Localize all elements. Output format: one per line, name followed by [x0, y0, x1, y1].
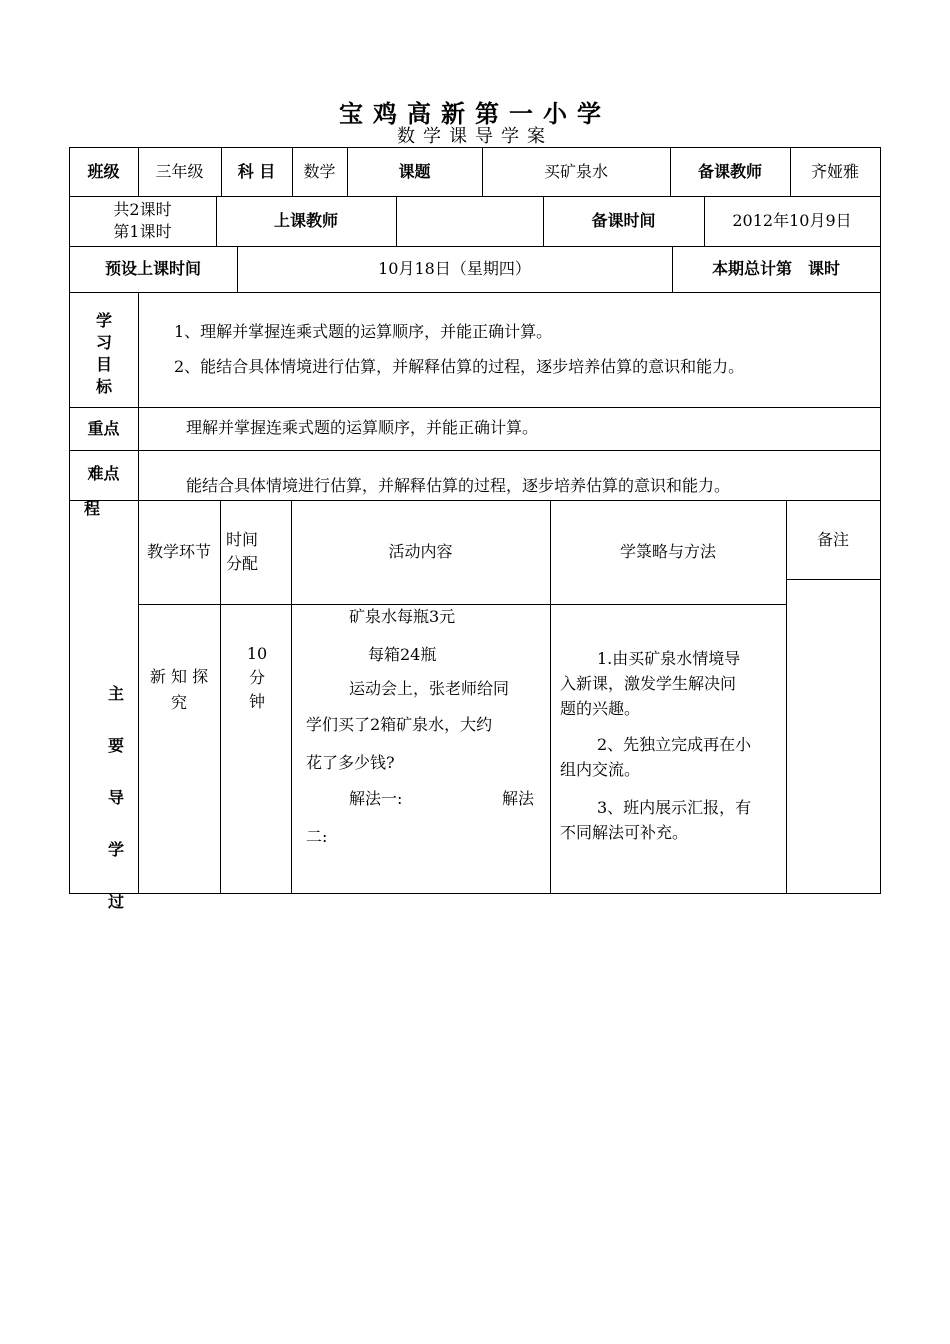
activity-line: 解法一: — [349, 789, 403, 808]
strategy-line: 3、班内展示汇报，有 — [597, 798, 752, 817]
activity-line: 运动会上，张老师给同 — [349, 679, 510, 698]
total-lessons-label: 本期总计第 课时 — [711, 259, 840, 278]
lessons-current: 第1课时 — [113, 222, 172, 241]
objectives-label-char: 学 — [95, 311, 112, 330]
strategy-line: 组内交流。 — [560, 760, 641, 779]
class-value: 三年级 — [155, 161, 204, 181]
prep-teacher-value: 齐娅雅 — [810, 161, 859, 181]
time-value — [240, 642, 274, 714]
planned-time-label: 预设上课时间 — [104, 259, 201, 278]
activity-line: 矿泉水每瓶3元 — [349, 607, 456, 626]
time-unit: 钟 — [248, 692, 265, 711]
teacher-value — [396, 196, 543, 246]
process-side-char: 导 — [107, 788, 124, 807]
time-number: 10 — [246, 644, 268, 663]
stage-value: 新 知 探 究 — [149, 667, 209, 712]
activity-line: 解法 — [502, 789, 535, 808]
header-activity: 活动内容 — [388, 542, 453, 561]
activity-line: 二: — [306, 827, 328, 846]
strategy-line: 不同解法可补充。 — [560, 823, 689, 842]
strategy-line: 1.由买矿泉水情境导 — [597, 649, 741, 668]
teacher-label: 上课教师 — [273, 211, 338, 230]
process-side-char: 学 — [107, 840, 124, 859]
process-side-label — [106, 668, 126, 928]
prep-time-label: 备课时间 — [591, 211, 656, 230]
subject-label: 科 目 — [237, 161, 276, 181]
prep-teacher-label: 备课教师 — [697, 161, 762, 181]
document-subtitle: 数学课导学案 — [397, 126, 553, 147]
school-title: 宝鸡高新第一小学 — [339, 99, 611, 128]
objective-item-1: 1、理解并掌握连乘式题的运算顺序，并能正确计算。 — [174, 322, 553, 341]
objectives-label — [94, 310, 114, 398]
subject-value: 数学 — [303, 161, 336, 181]
header-notes: 备注 — [816, 529, 849, 549]
class-label: 班级 — [87, 161, 120, 181]
planned-time-value: 10月18日（星期四） — [378, 259, 531, 278]
activity-line: 学们买了2箱矿泉水，大约 — [306, 715, 493, 734]
strategy-line: 题的兴趣。 — [560, 699, 641, 718]
difficulty-text: 能结合具体情境进行估算，并解释估算的过程，逐步培养估算的意识和能力。 — [186, 476, 731, 495]
key-point-text: 理解并掌握连乘式题的运算顺序，并能正确计算。 — [186, 418, 539, 437]
prep-time-value: 2012年10月9日 — [732, 211, 852, 230]
objective-item-2: 2、能结合具体情境进行估算，并解释估算的过程，逐步培养估算的意识和能力。 — [174, 357, 745, 376]
process-side-char: 要 — [107, 736, 124, 755]
topic-label: 课题 — [398, 161, 431, 181]
objectives-label-char: 标 — [95, 377, 112, 396]
time-unit: 分 — [248, 668, 265, 687]
process-side-top: 程 — [83, 499, 100, 518]
header-strategy: 学箓略与方法 — [619, 542, 716, 561]
key-point-label: 重点 — [87, 418, 120, 438]
objectives-label-char: 习 — [95, 333, 112, 352]
difficulty-label: 难点 — [87, 464, 120, 483]
objectives-label-char: 目 — [95, 355, 112, 374]
strategy-line: 2、先独立完成再在小 — [597, 735, 752, 754]
header-time: 时间分配 — [226, 530, 259, 573]
lessons-count — [69, 196, 216, 246]
lessons-total: 共2课时 — [113, 200, 172, 219]
topic-value: 买矿泉水 — [543, 161, 608, 181]
strategy-line: 入新课，激发学生解决问 — [560, 674, 737, 693]
activity-line: 每箱24瓶 — [368, 645, 437, 664]
activity-line: 花了多少钱? — [306, 753, 395, 772]
process-side-char: 过 — [107, 892, 124, 911]
process-side-char: 主 — [107, 684, 124, 703]
header-stage: 教学环节 — [146, 542, 211, 561]
